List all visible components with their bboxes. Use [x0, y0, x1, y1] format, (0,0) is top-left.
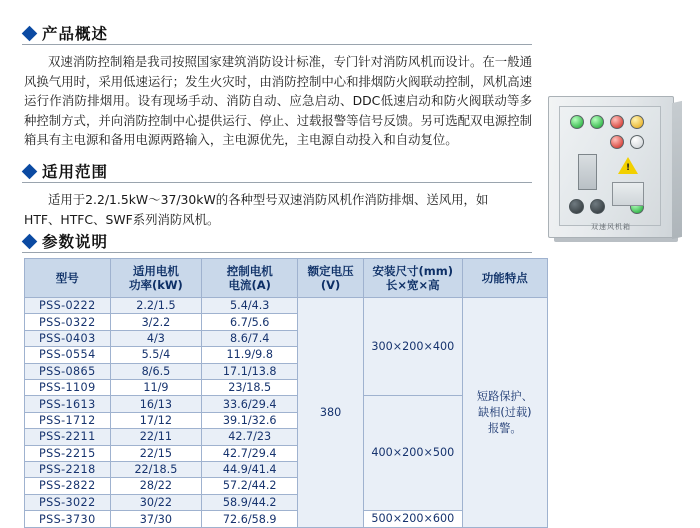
- table-header-row: [25, 259, 548, 298]
- divider-scope: [22, 182, 532, 183]
- meter-icon: [578, 154, 597, 190]
- cell-current: 23/18.5: [202, 379, 298, 395]
- spec-table: [24, 258, 548, 528]
- cabinet-door: [559, 106, 661, 226]
- cell-current: 17.1/13.8: [202, 363, 298, 379]
- header-features: 功能特点: [462, 259, 547, 298]
- diamond-bullet-icon: [22, 163, 38, 179]
- spec-table-body: [25, 298, 548, 528]
- cell-model: PSS-2215: [25, 445, 111, 461]
- section-heading-scope: [24, 160, 108, 182]
- divider-params: [22, 252, 532, 253]
- header-current: 控制电机 电流(A): [202, 259, 298, 298]
- table-row: [25, 298, 548, 314]
- cell-power: 3/2.2: [110, 314, 202, 330]
- cell-model: PSS-0865: [25, 363, 111, 379]
- cell-power: 11/9: [110, 379, 202, 395]
- green-indicator-icon: [590, 115, 604, 129]
- cell-power: 4/3: [110, 330, 202, 346]
- cell-model: PSS-3022: [25, 494, 111, 510]
- section-title-overview: 产品概述: [42, 25, 109, 43]
- cell-power: 37/30: [110, 511, 202, 528]
- cell-current: 8.6/7.4: [202, 330, 298, 346]
- section-title-params: 参数说明: [42, 233, 109, 251]
- white-indicator-icon: [630, 135, 644, 149]
- green-indicator-icon: [570, 115, 584, 129]
- cell-current: 11.9/9.8: [202, 347, 298, 363]
- cabinet-brand-label: 双速风机箱: [591, 223, 631, 231]
- cell-power: 22/18.5: [110, 461, 202, 477]
- section-heading-params: [24, 230, 108, 252]
- cell-power: 2.2/1.5: [110, 298, 202, 314]
- cell-current: 57.2/44.2: [202, 478, 298, 494]
- cell-model: PSS-2822: [25, 478, 111, 494]
- cell-current: 42.7/29.4: [202, 445, 298, 461]
- cell-dimensions: 400×200×500: [364, 396, 463, 511]
- cell-current: 5.4/4.3: [202, 298, 298, 314]
- cell-current: 6.7/5.6: [202, 314, 298, 330]
- cell-features: 短路保护、 缺相(过载) 报警。: [462, 298, 547, 528]
- cell-power: 5.5/4: [110, 347, 202, 363]
- divider-overview: [22, 44, 532, 45]
- cell-current: 39.1/32.6: [202, 412, 298, 428]
- red-indicator-icon: [610, 135, 624, 149]
- red-indicator-icon: [610, 115, 624, 129]
- header-voltage: 额定电压 (V): [298, 259, 364, 298]
- cell-model: PSS-3730: [25, 511, 111, 528]
- spec-table-wrapper: [24, 258, 548, 528]
- section-title-scope: 适用范围: [42, 163, 109, 181]
- cell-current: 42.7/23: [202, 429, 298, 445]
- cell-dimensions: 500×200×600: [364, 511, 463, 528]
- paragraph-overview: 双速消防控制箱是我司按照国家建筑消防设计标准，专门针对消防风机而设计。在一般通风换气用时，采用低速运行；发生火灾时，由消防控制中心和排烟防火阀联动控制，风机高速运行作消防排烟用。设有现场手动、消防自动、应急启动、DDC低速启动和防火阀联动等多种控制方式，并向消防控制中心提供运行、停止、过载报警等信号反馈。另可选配双电源控制箱具有主电源和备用电源两路输入，主电源优先，主电源自动投入和自动复位。: [24, 54, 533, 147]
- cell-model: PSS-0322: [25, 314, 111, 330]
- cell-model: PSS-0554: [25, 347, 111, 363]
- cell-current: 44.9/41.4: [202, 461, 298, 477]
- cell-power: 30/22: [110, 494, 202, 510]
- cell-current: 58.9/44.2: [202, 494, 298, 510]
- cell-current: 33.6/29.4: [202, 396, 298, 412]
- nameplate-icon: [612, 182, 644, 206]
- product-photo: [548, 96, 684, 246]
- header-dimensions: 安装尺寸(mm) 长×宽×高: [364, 259, 463, 298]
- cell-power: 22/11: [110, 429, 202, 445]
- yellow-indicator-icon: [630, 115, 644, 129]
- cell-model: PSS-1613: [25, 396, 111, 412]
- diamond-bullet-icon: [22, 233, 38, 249]
- cell-power: 16/13: [110, 396, 202, 412]
- cell-model: PSS-0403: [25, 330, 111, 346]
- warning-exclamation: !: [626, 163, 631, 173]
- diamond-bullet-icon: [22, 25, 38, 41]
- cell-power: 8/6.5: [110, 363, 202, 379]
- cabinet-side-panel: [672, 101, 682, 239]
- section-heading-overview: [24, 22, 108, 44]
- cell-model: PSS-0222: [25, 298, 111, 314]
- selector-knob-icon: [569, 199, 584, 214]
- cell-model: PSS-1712: [25, 412, 111, 428]
- cell-voltage: 380: [298, 298, 364, 528]
- selector-knob-icon: [590, 199, 605, 214]
- header-model: 型号: [25, 259, 111, 298]
- control-cabinet-body: [548, 96, 674, 238]
- cell-model: PSS-1109: [25, 379, 111, 395]
- cell-power: 28/22: [110, 478, 202, 494]
- spec-table-head: [25, 259, 548, 298]
- cell-model: PSS-2218: [25, 461, 111, 477]
- header-power: 适用电机 功率(kW): [110, 259, 202, 298]
- cell-current: 72.6/58.9: [202, 511, 298, 528]
- cell-dimensions: 300×200×400: [364, 298, 463, 396]
- paragraph-scope: 适用于2.2/1.5kW～37/30kW的各种型号双速消防风机作消防排烟、送风用，如 HTF、HTFC、SWF系列消防风机。: [24, 192, 489, 227]
- cell-model: PSS-2211: [25, 429, 111, 445]
- cell-power: 17/12: [110, 412, 202, 428]
- cell-power: 22/15: [110, 445, 202, 461]
